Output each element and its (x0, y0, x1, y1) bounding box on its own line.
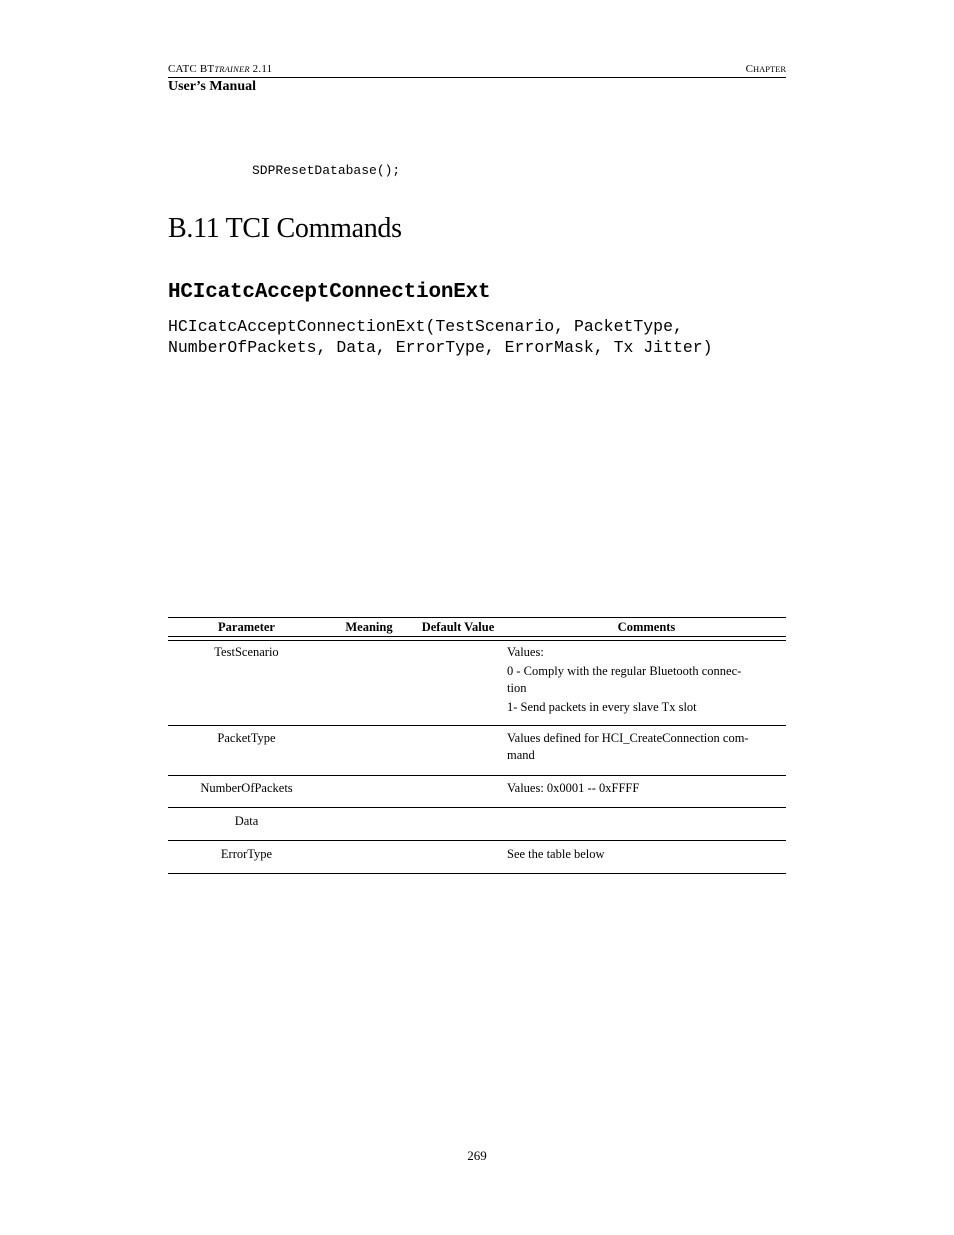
signature-line-1: HCIcatcAcceptConnectionExt(TestScenario, PacketType, (168, 317, 683, 336)
chapter-rest: HAPTER (752, 64, 786, 74)
row-parameter: PacketType (217, 731, 276, 745)
product-smallcaps: TRAINER (214, 64, 250, 74)
row-parameter: NumberOfPackets (200, 781, 293, 795)
table-row (168, 776, 786, 808)
row-comments (507, 644, 782, 716)
section-title: B.11 TCI Commands (168, 213, 402, 244)
page-number: 269 (467, 1148, 487, 1163)
row-parameter: TestScenario (214, 645, 279, 659)
comment-line: See the table below (507, 847, 605, 861)
table-top-rule (168, 617, 786, 618)
signature-line-2: NumberOfPackets, Data, ErrorType, ErrorMask, Tx Jitter) (168, 338, 713, 357)
header-default-value: Default Value (421, 620, 495, 634)
header-parameter: Parameter (218, 620, 275, 634)
header-rule-1 (168, 636, 786, 637)
row-rule (168, 873, 786, 874)
table-row (168, 641, 786, 726)
comment-line: Values: 0x0001 -- 0xFFFF (507, 781, 640, 795)
comment-line: Values defined for HCI_CreateConnection com- mand (507, 731, 749, 762)
table-row (168, 841, 786, 874)
row-comments (507, 846, 782, 863)
product-prefix: CATC BT (168, 63, 215, 75)
header-rule (168, 77, 786, 78)
header-comments: Comments (617, 620, 676, 634)
chapter-cap: C (745, 63, 753, 75)
comment-line: Values: (507, 645, 544, 659)
table-row (168, 726, 786, 776)
table-row (168, 808, 786, 841)
running-header-manual: User’s Manual (168, 79, 257, 94)
comment-line: 0 - Comply with the regular Bluetooth connec- tion (507, 664, 742, 695)
running-header-product (168, 63, 272, 75)
product-version: 2.11 (249, 63, 273, 75)
row-comments (507, 780, 782, 797)
running-header-chapter (746, 63, 786, 75)
comment-line: 1- Send packets in every slave Tx slot (507, 700, 697, 714)
header-meaning: Meaning (345, 620, 393, 634)
code-line: SDPResetDatabase(); (252, 163, 401, 178)
row-parameter: Data (234, 814, 259, 828)
row-comments (507, 730, 782, 764)
row-parameter: ErrorType (220, 847, 273, 861)
command-signature (168, 316, 808, 358)
command-title: HCIcatcAcceptConnectionExt (168, 281, 491, 304)
